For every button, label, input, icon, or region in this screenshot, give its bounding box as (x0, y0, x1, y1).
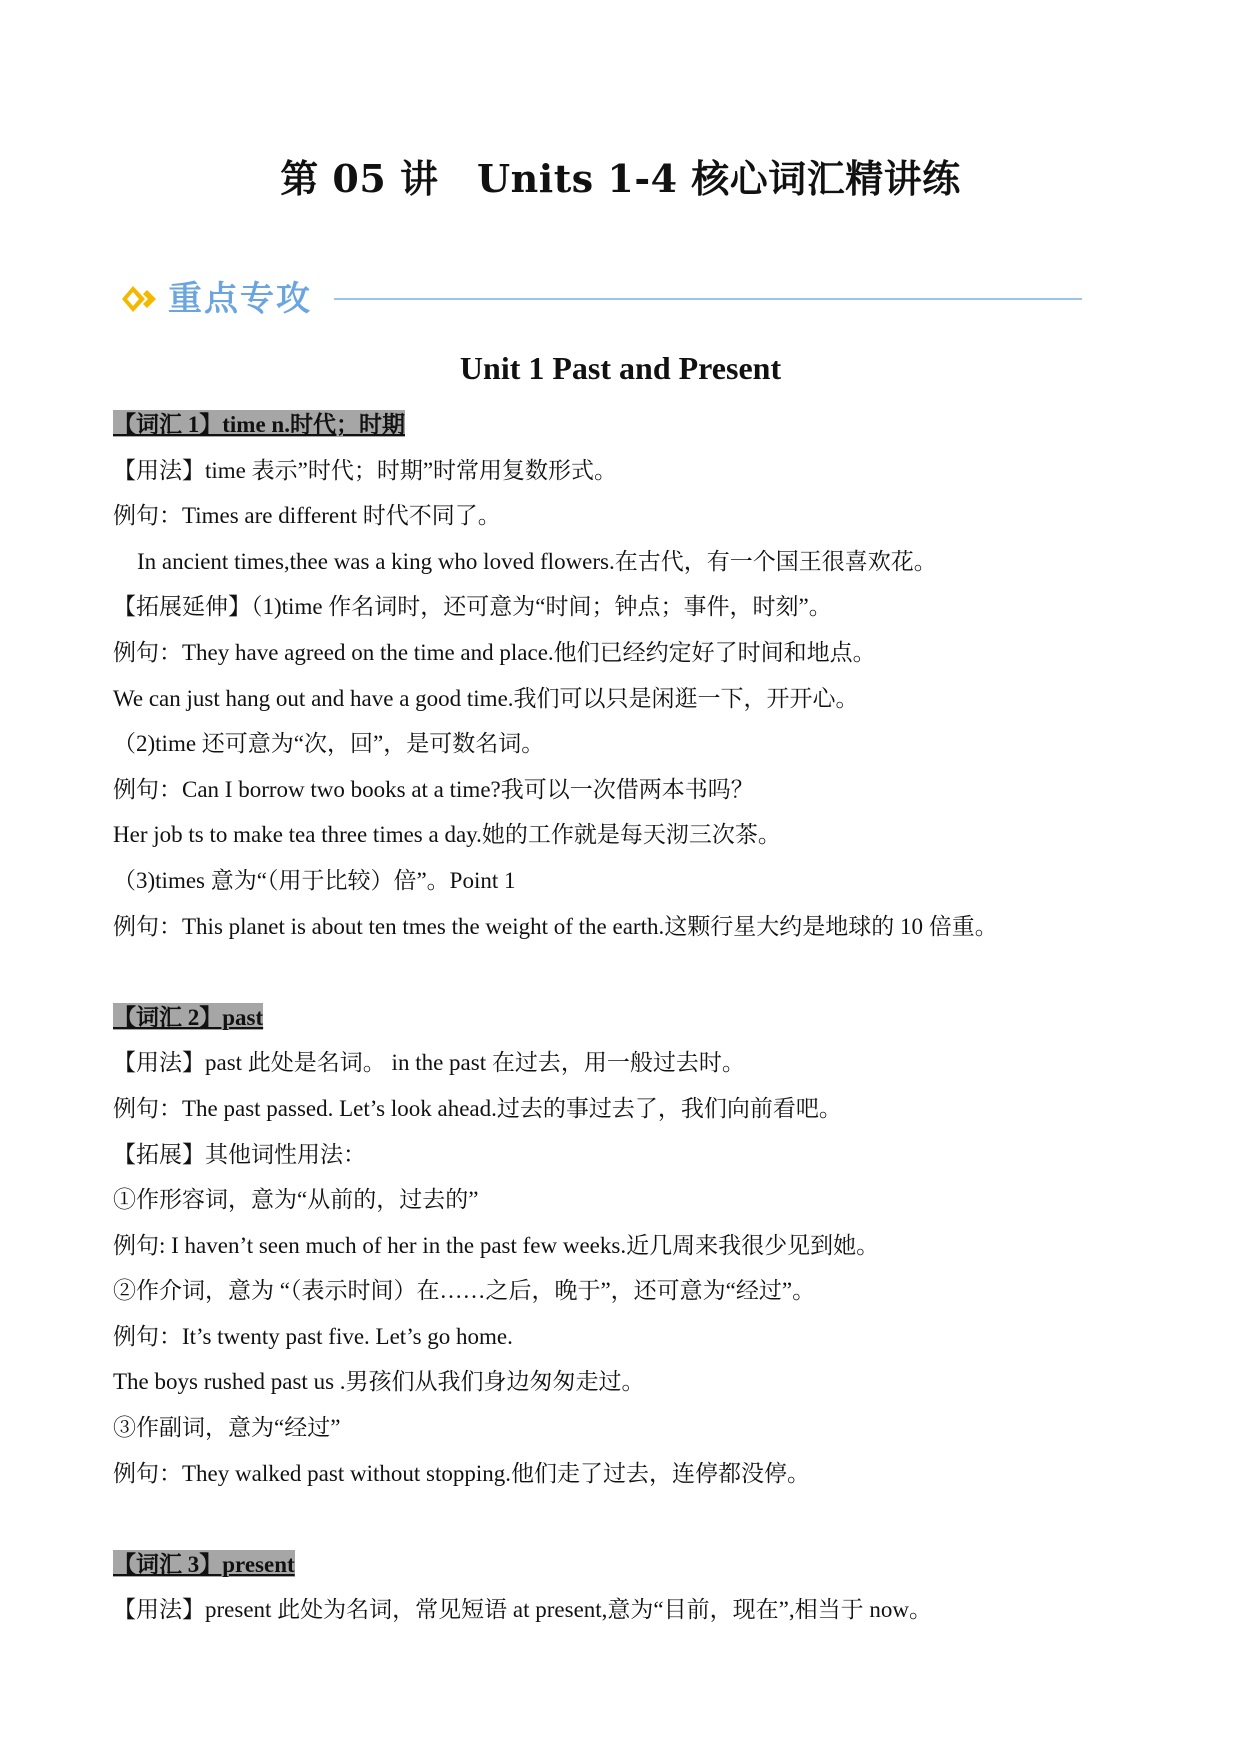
extension-line: 【拓展】其他词性用法： (113, 1141, 366, 1167)
section-label: 重点专攻 (168, 279, 312, 319)
paragraph-gap (113, 1496, 1123, 1542)
extension-line: ③作副词，意为“经过” (113, 1415, 341, 1441)
usage-line: 【用法】past 此处是名词。 in the past 在过去，用一般过去时。 (113, 1050, 745, 1076)
example-line: 例句：Can I borrow two books at a time?我可以一次借两本书吗？ (113, 776, 754, 802)
example-line: 例句：This planet is about ten tmes the weight of the earth.这颗行星大约是地球的 10 倍重。 (113, 913, 998, 939)
section-divider (334, 298, 1082, 300)
example-line: We can just hang out and have a good time.我们可以只是闲逛一下，开开心。 (113, 685, 859, 711)
paragraph-gap (113, 949, 1123, 995)
usage-line: 【用法】time 表示”时代；时期”时常用复数形式。 (113, 457, 618, 483)
unit-title: Unit 1 Past and Present (459, 350, 782, 386)
example-line: Her job ts to make tea three times a day.她的工作就是每天沏三次茶。 (113, 822, 781, 848)
vocab-heading-2: 【词汇 2】past (113, 1004, 264, 1030)
example-line: The boys rushed past us .男孩们从我们身边匆匆走过。 (113, 1369, 645, 1395)
double-diamond-icon (122, 282, 162, 316)
example-line: 例句：The past passed. Let’s look ahead.过去的事过去了，我们向前看吧。 (113, 1095, 842, 1121)
document-body (113, 402, 1123, 1633)
document-title: 第 05 讲 Units 1-4 核心词汇精讲练 (280, 156, 961, 201)
section-header (122, 276, 1082, 322)
example-line: In ancient times,thee was a king who loved flowers.在古代，有一个国王很喜欢花。 (137, 548, 937, 574)
vocab-heading-3: 【词汇 3】present (113, 1551, 295, 1577)
extension-line: ①作形容词，意为“从前的，过去的” (113, 1187, 479, 1213)
example-line: 例句：They have agreed on the time and place.他们已经约定好了时间和地点。 (113, 639, 876, 665)
vocab-heading-1: 【词汇 1】time n.时代；时期 (113, 412, 405, 437)
extension-line: 【拓展延伸】（1)time 作名词时，还可意为“时间；钟点；事件，时刻”。 (113, 594, 832, 620)
extension-line: （2)time 还可意为“次，回”，是可数名词。 (113, 731, 545, 757)
example-line: 例句：It’s twenty past five. Let’s go home. (113, 1323, 513, 1349)
example-line: 例句：Times are different 时代不同了。 (113, 503, 501, 529)
usage-line: 【用法】present 此处为名词，常见短语 at present,意为“目前，现在”,相当于 now。 (113, 1597, 932, 1623)
extension-line: ②作介词，意为 “（表示时间）在……之后，晚于”，还可意为“经过”。 (113, 1278, 816, 1304)
example-line: 例句: I haven’t seen much of her in the past few weeks.近几周来我很少见到她。 (113, 1232, 880, 1258)
example-line: 例句：They walked past without stopping.他们走了过去，连停都没停。 (113, 1460, 810, 1486)
extension-line: （3)times 意为“（用于比较）倍”。Point 1 (113, 867, 516, 893)
